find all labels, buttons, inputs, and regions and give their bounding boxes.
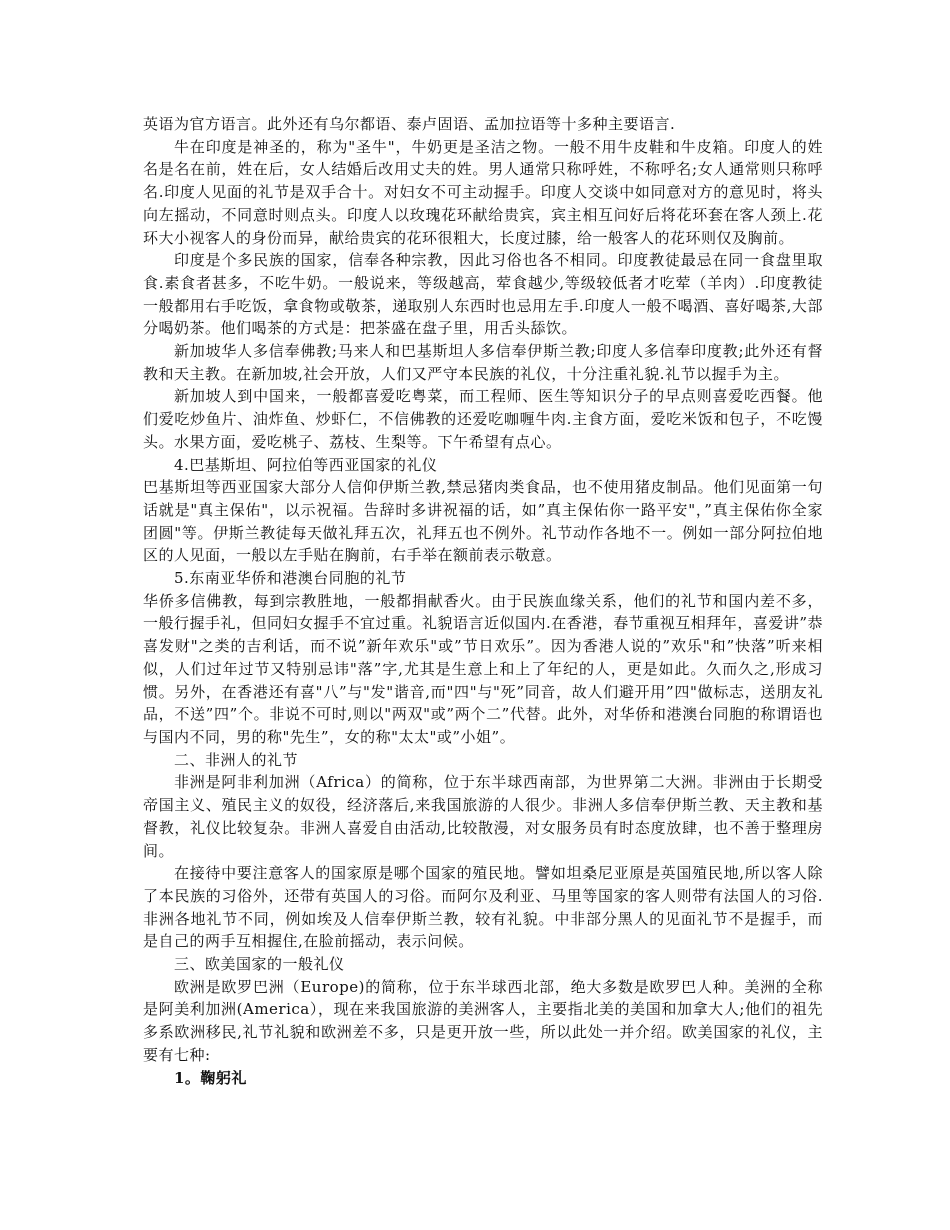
body-paragraph: 在接待中要注意客人的国家原是哪个国家的殖民地。譬如坦桑尼亚原是英国殖民地,所以客人除了本民族的习俗外，还带有英国人的习俗。而阿尔及利亚、马里等国家的客人则带有法国人的习俗.非洲各地礼节不同，例如埃及人信奉伊斯兰教，较有礼貌。中非部分黑人的见面礼节不是握手，而是自己的两手互相握住,在脸前摇动，表示问候。 <box>143 864 823 951</box>
body-paragraph: 新加坡人到中国来，一般都喜爱吃粤菜，而工程师、医生等知识分子的早点则喜爱吃西餐。他们爱吃炒鱼片、油炸鱼、炒虾仁，不信佛教的还爱吃咖喱牛肉.主食方面，爱吃米饭和包子，不吃馒头。水果方面，爱吃桃子、荔枝、生梨等。下午希望有点心。 <box>143 387 823 451</box>
body-paragraph: 印度是个多民族的国家，信奉各种宗教，因此习俗也各不相同。印度教徒最忌在同一食盘里取食.素食者甚多，不吃牛奶。一般说来，等级越高，荤食越少,等级较低者才吃荤（羊肉）.印度教徒一般都用右手吃饭，拿食物或敬茶，递取别人东西时也忌用左手.印度人一般不喝酒、喜好喝茶,大部分喝奶茶。他们喝茶的方式是：把茶盛在盘子里，用舌头舔饮。 <box>143 251 823 338</box>
body-paragraph: 华侨多信佛教，每到宗教胜地，一般都捐献香火。由于民族血缘关系，他们的礼节和国内差不多，一般行握手礼，但同妇女握手不宜过重。礼貌语言近似国内.在香港，春节重视互相拜年，喜爱讲”恭喜发财"之类的吉利话，而不说”新年欢乐"或”节日欢乐”。因为香港人说的”欢乐"和”快落”听来相似，人们过年过节又特别忌讳"落”字,尤其是生意上和上了年纪的人，更是如此。久而久之,形成习惯。另外，在香港还有喜"八”与"发"谐音,而"四"与"死”同音，故人们避开用”四"做标志，送朋友礼品，不送”四”个。非说不可时,则以"两双"或”两个二”代替。此外，对华侨和港澳台同胞的称谓语也与国内不同，男的称"先生”，女的称"太太"或”小姐”。 <box>143 591 823 746</box>
section-heading: 4.巴基斯坦、阿拉伯等西亚国家的礼仪 <box>174 455 438 474</box>
body-paragraph: 欧洲是欧罗巴洲（Europe)的简称，位于东半球西北部，绝大多数是欧罗巴人种。美洲的全称是阿美利加洲(America），现在来我国旅游的美洲客人，主要指北美的美国和加拿大人;他们的祖先多系欧洲移民,礼节礼貌和欧洲差不多，只是更开放一些，所以此处一并介绍。欧美国家的礼仪，主要有七种: <box>143 977 823 1064</box>
body-paragraph: 非洲是阿非利加洲（Africa）的简称，位于东半球西南部，为世界第二大洲。非洲由于长期受帝国主义、殖民主义的奴役，经济落后,来我国旅游的人很少。非洲人多信奉伊斯兰教、天主教和基督教，礼仪比较复杂。非洲人喜爱自由活动,比较散漫，对女服务员有时态度放肆，也不善于整理房间。 <box>143 773 823 860</box>
document-page <box>143 113 823 1089</box>
body-paragraph: 巴基斯坦等西亚国家大部分人信仰伊斯兰教,禁忌猪肉类食品，也不使用猪皮制品。他们见面第一句话就是"真主保佑"，以示祝福。告辞时多讲祝福的话，如”真主保佑你一路平安"，”真主保佑你全家团圆"等。伊斯兰教徒每天做礼拜五次，礼拜五也不例外。礼节动作各地不一。例如一部分阿拉伯地区的人见面，一般以左手贴在胸前，右手举在额前表示敬意。 <box>143 478 823 565</box>
body-paragraph: 英语为官方语言。此外还有乌尔都语、泰卢固语、孟加拉语等十多种主要语言. <box>143 115 676 133</box>
section-heading: 二、非洲人的礼节 <box>174 750 299 769</box>
body-paragraph: 新加坡华人多信奉佛教;马来人和巴基斯坦人多信奉伊斯兰教;印度人多信奉印度教;此外还有督教和天主教。在新加坡,社会开放，人们又严守本民族的礼仪，十分注重礼貌.礼节以握手为主。 <box>143 342 823 383</box>
body-paragraph: 牛在印度是神圣的，称为"圣牛"，牛奶更是圣洁之物。一般不用牛皮鞋和牛皮箱。印度人的姓名是名在前，姓在后，女人结婚后改用丈夫的姓。男人通常只称呼姓，不称呼名;女人通常则只称呼名.印度人见面的礼节是双手合十。对妇女不可主动握手。印度人交谈中如同意对方的意见时，将头向左摇动，不同意时则点头。印度人以玫瑰花环献给贵宾，宾主相互问好后将花环套在客人颈上.花环大小视客人的身份而异，献给贵宾的花环很粗大，长度过膝，给一般客人的花环则仅及胸前。 <box>143 137 823 247</box>
section-heading: 三、欧美国家的一般礼仪 <box>174 955 345 974</box>
section-heading: 1。鞠躬礼 <box>174 1068 247 1087</box>
section-heading: 5.东南亚华侨和港澳台同胞的礼节 <box>174 569 407 588</box>
